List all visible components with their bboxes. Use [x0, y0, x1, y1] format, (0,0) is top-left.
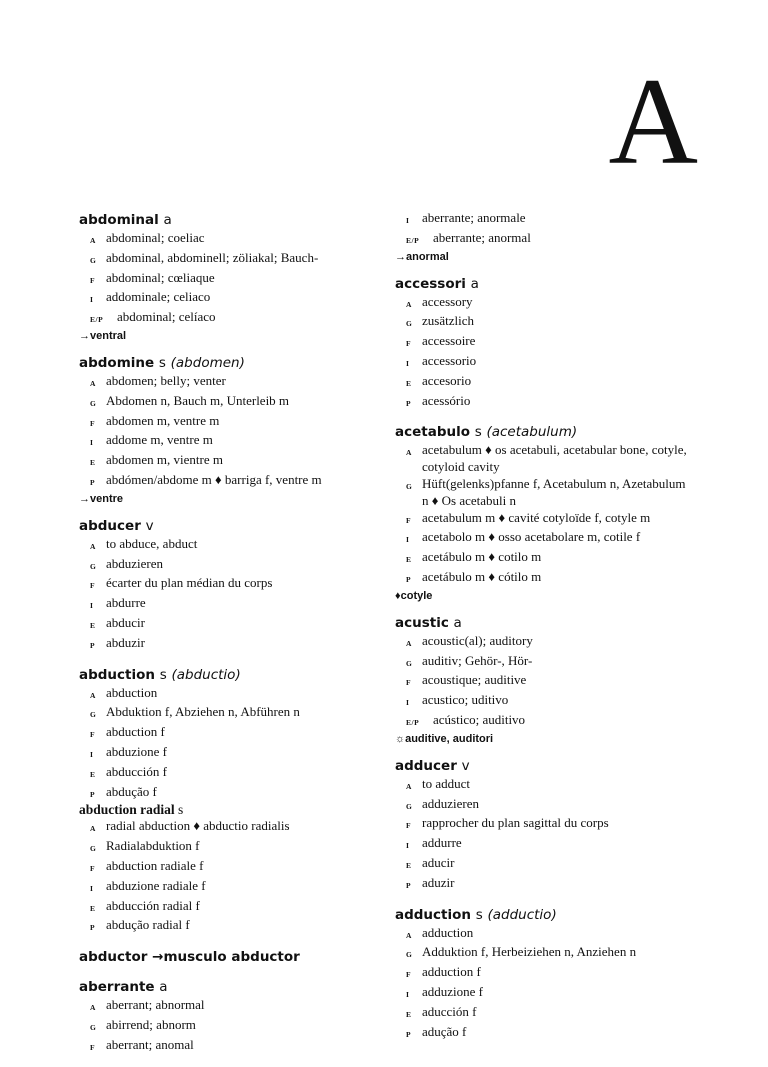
language-code: A: [90, 824, 96, 834]
translation-text: acetábulo m ♦ cotilo m: [422, 549, 542, 565]
entry-headword: [395, 613, 695, 633]
language-code: I: [406, 698, 410, 708]
language-code: I: [406, 841, 410, 851]
translation-text: aducción f: [422, 1003, 477, 1019]
part-of-speech: s: [475, 906, 483, 923]
translation-text: Abduktion f, Abziehen n, Abführen n: [106, 704, 300, 720]
translation-line: [79, 413, 379, 433]
translation-line: [79, 997, 379, 1017]
part-of-speech: a: [470, 275, 479, 292]
translation-text: abdomen; belly; venter: [106, 372, 226, 388]
dictionary-entry: [79, 353, 379, 506]
language-code: I: [90, 295, 94, 305]
translation-text: aberrant; abnormal: [106, 997, 205, 1013]
entry-headword: [79, 947, 379, 967]
translation-line: [395, 925, 695, 945]
headword-text: aberrante: [79, 979, 155, 996]
language-code: A: [90, 690, 96, 700]
language-code: I: [406, 358, 410, 368]
part-of-speech: s: [159, 666, 167, 683]
translation-text: abduction f: [106, 724, 165, 740]
headword-text: accessori: [395, 275, 466, 292]
translation-line: [395, 353, 695, 373]
language-code: A: [90, 236, 96, 245]
entry-headword: [79, 977, 379, 997]
language-code: F: [406, 821, 412, 831]
headword-text: abdomine: [79, 354, 155, 371]
language-code: F: [406, 678, 412, 688]
language-code: I: [90, 438, 94, 448]
translation-line: [79, 536, 379, 556]
translation-text: écarter du plan médian du corps: [106, 575, 273, 591]
language-code: G: [406, 658, 413, 668]
translation-line: [395, 333, 695, 353]
language-code: F: [406, 339, 412, 349]
translation-line: [79, 1017, 379, 1037]
latin-term: (acetabulum): [486, 424, 578, 441]
translation-text: abduzir: [106, 634, 145, 650]
language-code: A: [90, 541, 96, 551]
language-code: P: [90, 477, 96, 487]
headword-text: adduction: [395, 906, 472, 923]
entry-headword: [79, 210, 379, 230]
translation-text: abdomen m, vientre m: [106, 452, 223, 468]
translation-text: acoustic(al); auditory: [422, 632, 533, 648]
translation-line: [79, 309, 379, 329]
headword-text: abductor: [79, 949, 148, 966]
headword-text: abdominal: [79, 212, 159, 228]
sub-headword-text: abduction radial: [79, 802, 175, 818]
language-code: F: [406, 515, 412, 525]
language-code: E: [90, 458, 96, 468]
translation-text: abdominal; cœliaque: [106, 269, 215, 285]
translation-text: radial abduction ♦ abductio radialis: [106, 818, 290, 834]
translation-text: Radialabduktion f: [106, 838, 200, 854]
dictionary-entry: [395, 422, 695, 602]
language-code: A: [406, 448, 412, 458]
translation-line: [79, 1037, 379, 1057]
dictionary-entry: [79, 665, 379, 938]
translation-line: [79, 250, 379, 270]
latin-term: (adductio): [487, 906, 557, 923]
headword-text: abducer: [79, 517, 141, 534]
part-of-speech: a: [163, 212, 172, 228]
translation-line: [395, 510, 695, 530]
translation-text: zusätzlich: [422, 313, 474, 329]
translation-line: [79, 472, 379, 492]
translation-text: acetabulum ♦ os acetabuli, acetabular bone, cotyle, cotyloid cavity: [422, 442, 687, 475]
language-code: F: [90, 1042, 96, 1052]
translation-line: [395, 653, 695, 673]
language-code: G: [90, 398, 97, 408]
language-code: F: [90, 730, 96, 740]
translation-text: acustico; uditivo: [422, 692, 509, 708]
translation-text: abduzione f: [106, 743, 168, 759]
translation-line: [395, 855, 695, 875]
language-code: I: [90, 601, 94, 611]
translation-text: abdução radial f: [106, 917, 190, 933]
language-code: P: [406, 398, 412, 408]
translation-line: [79, 744, 379, 764]
translation-line: [395, 796, 695, 816]
language-code: I: [90, 749, 94, 759]
dictionary-entry: [395, 274, 695, 413]
entry-headword: [395, 274, 695, 294]
translation-text: Hüft(gelenks)pfanne f, Acetabulum n, Azetabulum n ♦ Os acetabuli n: [422, 475, 686, 508]
translation-line: [395, 442, 695, 476]
translation-text: acetabolo m ♦ osso acetabolare m, cotile f: [422, 529, 641, 545]
translation-line: [395, 230, 695, 250]
translation-text: abdução f: [106, 783, 157, 799]
dictionary-entry: [395, 756, 695, 895]
language-code: G: [406, 801, 413, 811]
translation-line: [79, 764, 379, 784]
translation-line: [395, 815, 695, 835]
language-code: A: [406, 638, 412, 648]
language-code: P: [406, 574, 412, 584]
dictionary-entry: [79, 210, 379, 343]
translation-line: [79, 818, 379, 838]
language-code: E: [90, 903, 96, 913]
translation-text: addome m, ventre m: [106, 432, 213, 448]
language-code: E/P: [406, 717, 420, 727]
translation-text: Abdomen n, Bauch m, Unterleib m: [106, 392, 290, 408]
language-code: A: [406, 930, 412, 940]
translation-text: abdurre: [106, 595, 146, 611]
translation-text: adduzione f: [422, 983, 484, 999]
translation-line: [395, 373, 695, 393]
translation-text: Adduktion f, Herbeiziehen n, Anziehen n: [422, 944, 637, 960]
translation-line: [395, 529, 695, 549]
translation-line: [395, 984, 695, 1004]
translation-line: [79, 432, 379, 452]
sub-entry-headword: [79, 801, 379, 818]
page-section-letter: A: [608, 53, 698, 190]
language-code: F: [90, 275, 96, 285]
language-code: A: [406, 299, 412, 309]
translation-text: aducir: [422, 854, 455, 870]
part-of-speech: a: [453, 614, 462, 631]
translation-line: [79, 556, 379, 576]
see-also-reference: →ventral: [79, 329, 127, 342]
translation-line: [395, 294, 695, 314]
translation-line: [79, 685, 379, 705]
translation-text: accesorio: [422, 372, 472, 388]
translation-text: adução f: [422, 1023, 467, 1039]
part-of-speech: s: [178, 802, 184, 818]
translation-line: [395, 944, 695, 964]
language-code: E: [90, 620, 96, 630]
left-column: [79, 210, 379, 1067]
translation-text: accessorio: [422, 352, 477, 368]
translation-line: [79, 898, 379, 918]
dictionary-entry: [79, 977, 379, 1056]
translation-line: [79, 289, 379, 309]
language-code: G: [406, 481, 413, 491]
translation-line: [395, 672, 695, 692]
translation-text: rapprocher du plan sagittal du corps: [422, 815, 609, 831]
language-code: E: [406, 378, 412, 388]
translation-line: [79, 858, 379, 878]
language-code: A: [90, 378, 96, 388]
language-code: I: [406, 989, 410, 999]
language-code: E/P: [406, 235, 420, 245]
translation-line: [395, 875, 695, 895]
see-also-reference: →ventre: [79, 492, 124, 505]
dictionary-entry: [395, 210, 695, 264]
language-code: G: [90, 844, 97, 854]
part-of-speech: s: [474, 424, 482, 441]
translation-line: [395, 712, 695, 732]
translation-text: abducción radial f: [106, 897, 200, 913]
translation-line: [79, 230, 379, 250]
translation-text: auditiv; Gehör-, Hör-: [422, 652, 533, 668]
translation-text: abdominal; coeliac: [106, 230, 205, 245]
dictionary-entry: [79, 947, 379, 967]
translation-text: abdominal; celíaco: [117, 309, 216, 325]
translation-text: acústico; auditivo: [433, 711, 526, 727]
language-code: F: [406, 970, 412, 980]
language-code: E/P: [90, 315, 104, 325]
translation-text: adduzieren: [422, 795, 480, 811]
entry-headword: [79, 665, 379, 685]
language-code: G: [90, 710, 97, 720]
translation-line: [79, 917, 379, 937]
translation-text: abirrend; abnorm: [106, 1016, 196, 1032]
translation-line: [395, 1004, 695, 1024]
translation-text: adduction: [422, 924, 474, 940]
translation-line: [395, 569, 695, 589]
language-code: A: [406, 781, 412, 791]
language-code: P: [90, 789, 96, 799]
translation-text: to adduct: [422, 775, 471, 791]
language-code: G: [406, 319, 413, 329]
translation-text: aduzir: [422, 874, 455, 890]
entry-headword: [79, 353, 379, 373]
translation-line: [395, 633, 695, 653]
translation-line: [79, 635, 379, 655]
part-of-speech: v: [461, 757, 470, 774]
translation-text: adduction f: [422, 964, 481, 980]
translation-text: abdomen m, ventre m: [106, 412, 220, 428]
headword-text: acustic: [395, 614, 449, 631]
translation-line: [395, 692, 695, 712]
translation-text: aberrant; anomal: [106, 1036, 194, 1052]
translation-line: [79, 452, 379, 472]
translation-line: [79, 393, 379, 413]
translation-line: [395, 1024, 695, 1044]
headword-text: adducer: [395, 757, 457, 774]
translation-line: [79, 373, 379, 393]
translation-line: [395, 549, 695, 569]
translation-text: abdominal, abdominell; zöliakal; Bauch-: [106, 249, 319, 265]
language-code: I: [90, 883, 94, 893]
translation-text: accessoire: [422, 333, 476, 349]
translation-line: [79, 575, 379, 595]
translation-line: [79, 724, 379, 744]
dictionary-entry: [395, 613, 695, 746]
language-code: P: [406, 1029, 412, 1039]
translation-line: [395, 210, 695, 230]
language-code: E: [406, 1009, 412, 1019]
translation-line: [79, 615, 379, 635]
see-also-reference: ☼auditive, auditori: [395, 732, 494, 745]
translation-text: aberrante; anormale: [422, 210, 526, 225]
translation-text: abduction: [106, 684, 158, 700]
entry-headword: [395, 756, 695, 776]
translation-line: [79, 704, 379, 724]
translation-text: abducción f: [106, 763, 168, 779]
language-code: G: [90, 561, 97, 571]
latin-term: (abdomen): [170, 354, 245, 371]
dictionary-entry: [79, 516, 379, 655]
language-code: F: [90, 418, 96, 428]
entry-headword: [79, 516, 379, 536]
translation-line: [79, 838, 379, 858]
translation-text: abducir: [106, 614, 145, 630]
translation-text: acetabulum m ♦ cavité cotyloïde f, cotyle m: [422, 509, 651, 525]
headword-text: abduction: [79, 666, 156, 683]
translation-line: [79, 595, 379, 615]
entry-headword: [395, 905, 695, 925]
part-of-speech: a: [159, 979, 168, 996]
translation-text: acessório: [422, 392, 471, 408]
translation-line: [395, 776, 695, 796]
translation-text: abduzione radiale f: [106, 877, 206, 893]
translation-line: [79, 270, 379, 290]
language-code: G: [90, 1022, 97, 1032]
language-code: G: [406, 950, 413, 960]
translation-text: acoustique; auditive: [422, 672, 527, 688]
translation-text: to abduce, abduct: [106, 535, 198, 551]
see-also-reference: ♦cotyle: [395, 589, 433, 602]
language-code: P: [90, 923, 96, 933]
language-code: F: [90, 863, 96, 873]
translation-text: abduction radiale f: [106, 857, 204, 873]
cross-reference: →musculo abductor: [152, 949, 300, 966]
entry-headword: [395, 422, 695, 442]
translation-text: acetábulo m ♦ cótilo m: [422, 568, 542, 584]
translation-line: [395, 964, 695, 984]
translation-text: abduzieren: [106, 555, 164, 571]
translation-text: abdómen/abdome m ♦ barriga f, ventre m: [106, 471, 322, 487]
translation-line: [395, 393, 695, 413]
language-code: E: [90, 769, 96, 779]
language-code: I: [406, 535, 410, 545]
language-code: P: [90, 640, 96, 650]
language-code: G: [90, 255, 97, 265]
dictionary-entry: [395, 905, 695, 1044]
language-code: I: [406, 216, 410, 225]
translation-line: [79, 878, 379, 898]
part-of-speech: s: [158, 354, 166, 371]
language-code: E: [406, 860, 412, 870]
translation-line: [395, 835, 695, 855]
part-of-speech: v: [145, 517, 154, 534]
language-code: E: [406, 555, 412, 565]
language-code: A: [90, 1003, 96, 1013]
translation-text: addurre: [422, 835, 462, 851]
language-code: F: [90, 581, 96, 591]
see-also-reference: →anormal: [395, 250, 449, 263]
translation-text: accessory: [422, 293, 473, 309]
right-column: [395, 210, 695, 1053]
latin-term: (abductio): [171, 666, 241, 683]
language-code: P: [406, 880, 412, 890]
headword-text: acetabulo: [395, 424, 471, 441]
translation-line: [395, 313, 695, 333]
translation-text: addominale; celiaco: [106, 289, 211, 305]
translation-text: aberrante; anormal: [433, 229, 531, 245]
translation-line: [395, 476, 695, 510]
